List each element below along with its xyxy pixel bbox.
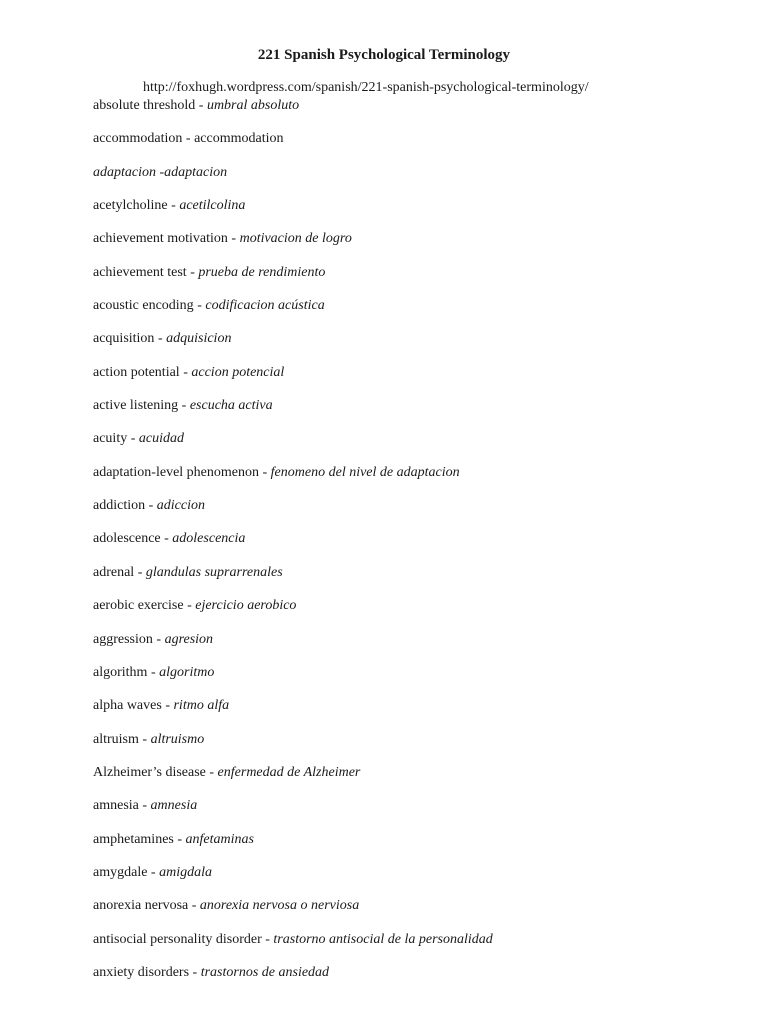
term-list: [93, 96, 493, 996]
term-english: active listening: [93, 398, 179, 414]
term-entry: [93, 763, 493, 796]
term-english: acetylcholine: [93, 198, 168, 214]
term-separator: -: [227, 231, 240, 247]
term-separator: -: [147, 864, 160, 880]
term-spanish: algoritmo: [159, 664, 215, 680]
term-english: absolute threshold: [93, 98, 196, 113]
term-english: antisocial personality disorder: [93, 931, 262, 947]
term-entry: [93, 396, 493, 429]
term-separator: -: [152, 631, 165, 647]
term-spanish: enfermedad de Alzheimer: [217, 764, 361, 780]
term-spanish: acuidad: [138, 431, 184, 447]
term-entry: [93, 796, 493, 829]
term-english: amnesia: [93, 798, 139, 814]
term-separator: -: [259, 464, 271, 480]
term-entry: [93, 563, 493, 596]
term-entry: [93, 96, 493, 129]
term-entry: [93, 863, 493, 896]
term-english: adaptation-level phenomenon: [93, 464, 259, 480]
term-spanish: adquisicion: [166, 331, 232, 347]
term-spanish: codificacion acústica: [205, 298, 325, 314]
term-english: adaptacion: [93, 164, 156, 180]
term-english: altruism: [93, 731, 139, 747]
term-entry: [93, 163, 493, 196]
term-spanish: motivacion de logro: [239, 231, 352, 247]
term-english: algorithm: [93, 664, 148, 680]
term-english: action potential: [93, 364, 180, 380]
term-spanish: fenomeno del nivel de adaptacion: [270, 464, 460, 480]
term-separator: -: [147, 664, 160, 680]
term-english: anorexia nervosa: [93, 898, 189, 914]
term-separator: -: [186, 264, 199, 280]
term-spanish: ejercicio aerobico: [195, 598, 297, 614]
term-spanish: prueba de rendimiento: [198, 264, 326, 280]
term-spanish: altruismo: [150, 731, 205, 747]
term-entry: [93, 696, 493, 729]
term-separator: -: [156, 164, 165, 180]
term-separator: -: [138, 798, 151, 814]
term-english: accommodation: [93, 131, 183, 147]
term-spanish: acetilcolina: [179, 198, 246, 214]
term-spanish: trastorno antisocial de la personalidad: [273, 931, 493, 947]
term-entry: [93, 229, 493, 262]
term-entry: [93, 129, 493, 162]
term-entry: [93, 830, 493, 863]
term-entry: [93, 263, 493, 296]
term-separator: -: [127, 431, 139, 447]
term-entry: [93, 496, 493, 529]
term-separator: -: [261, 931, 274, 947]
source-url: http://foxhugh.wordpress.com/spanish/221-spanish-psychological-terminology/: [143, 80, 589, 95]
term-spanish: umbral absoluto: [206, 98, 300, 113]
term-spanish: agresion: [164, 631, 214, 647]
term-english: aggression: [93, 631, 153, 647]
term-entry: [93, 596, 493, 629]
term-english: Alzheimer’s disease: [93, 764, 206, 780]
term-english: achievement motivation: [93, 231, 228, 247]
term-separator: -: [205, 764, 218, 780]
document-title: 221 Spanish Psychological Terminology: [257, 47, 511, 63]
term-separator: -: [188, 898, 200, 914]
term-separator: -: [134, 564, 146, 580]
term-separator: -: [173, 831, 186, 847]
term-separator: -: [189, 964, 201, 980]
term-english: acoustic encoding: [93, 298, 194, 314]
term-spanish: escucha activa: [189, 398, 273, 414]
term-separator: -: [182, 131, 195, 147]
term-spanish: amnesia: [150, 798, 198, 814]
term-english: amygdale: [93, 864, 148, 880]
term-separator: -: [183, 598, 196, 614]
term-english: addiction: [93, 498, 146, 514]
term-entry: [93, 630, 493, 663]
term-spanish: adolescencia: [172, 531, 246, 547]
term-entry: [93, 896, 493, 929]
term-entry: [93, 930, 493, 963]
term-english: adrenal: [93, 564, 135, 580]
term-entry: [93, 329, 493, 362]
term-english: achievement test: [93, 264, 187, 280]
term-entry: [93, 363, 493, 396]
term-spanish: accion potencial: [191, 364, 285, 380]
term-english: alpha waves: [93, 698, 162, 714]
term-entry: [93, 296, 493, 329]
term-english: anxiety disorders: [93, 964, 190, 980]
term-separator: -: [145, 498, 157, 514]
term-separator: -: [167, 198, 180, 214]
term-entry: [93, 529, 493, 562]
term-english: aerobic exercise: [93, 598, 184, 614]
term-entry: [93, 963, 493, 996]
term-english: acuity: [93, 431, 128, 447]
term-separator: -: [154, 331, 167, 347]
term-separator: -: [160, 531, 173, 547]
term-spanish: adaptacion: [164, 164, 228, 180]
term-english: amphetamines: [93, 831, 174, 847]
term-spanish: amigdala: [159, 864, 212, 880]
term-separator: -: [138, 731, 151, 747]
term-separator: -: [195, 98, 207, 113]
term-separator: -: [161, 698, 174, 714]
term-spanish: adiccion: [156, 498, 205, 514]
term-entry: [93, 429, 493, 462]
term-english: acquisition: [93, 331, 155, 347]
term-entry: [93, 663, 493, 696]
term-spanish: glandulas suprarrenales: [145, 564, 283, 580]
term-separator: -: [179, 364, 192, 380]
term-entry: [93, 730, 493, 763]
term-entry: [93, 196, 493, 229]
term-spanish: anfetaminas: [185, 831, 254, 847]
term-spanish: ritmo alfa: [173, 698, 230, 714]
term-entry: [93, 463, 493, 496]
term-separator: -: [178, 398, 190, 414]
term-spanish: accommodation: [194, 131, 284, 147]
term-separator: -: [193, 298, 206, 314]
term-spanish: trastornos de ansiedad: [200, 964, 330, 980]
term-english: adolescence: [93, 531, 161, 547]
term-spanish: anorexia nervosa o nerviosa: [199, 898, 360, 914]
